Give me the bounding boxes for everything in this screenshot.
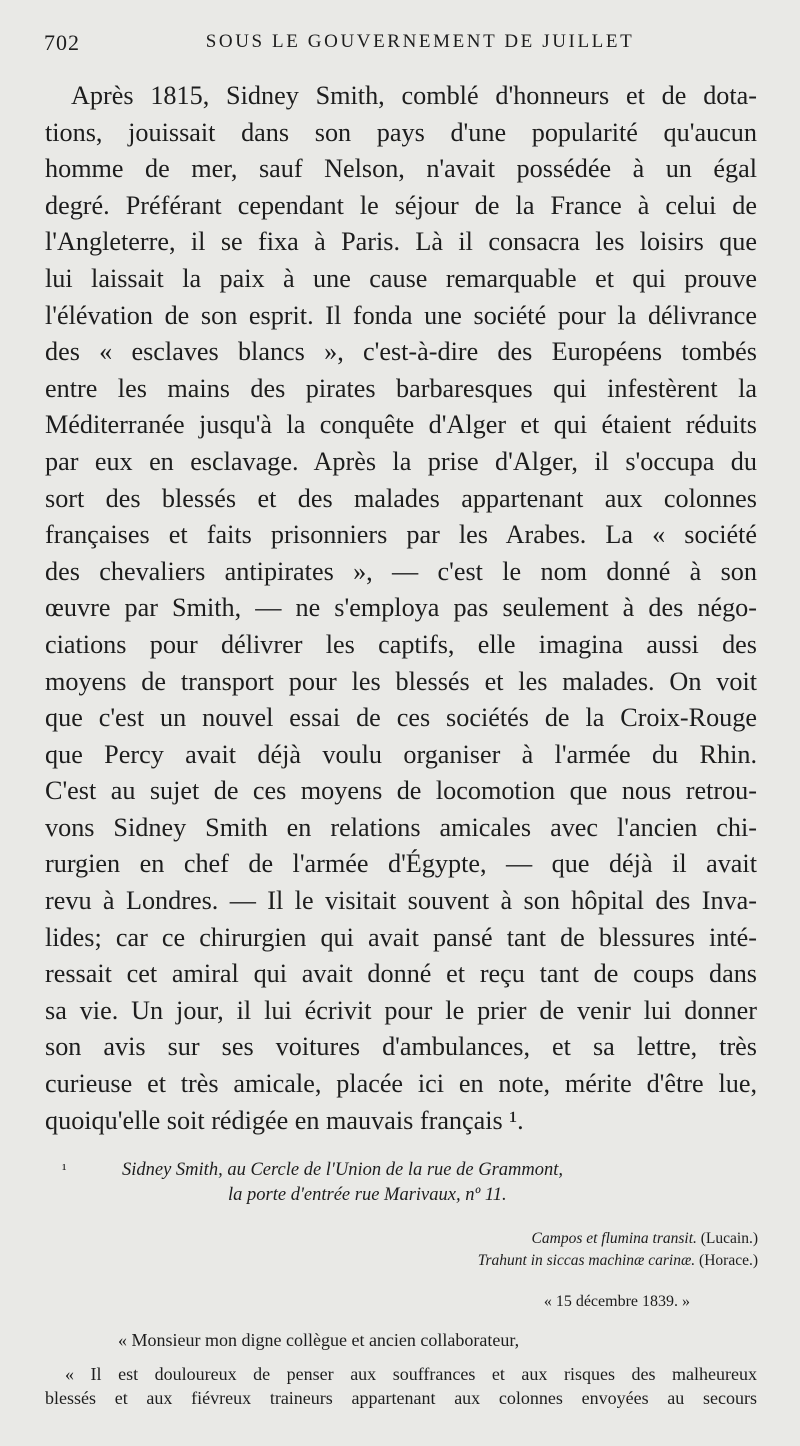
text-line: curieuse et très amicale, placée ici en note, mérite d'être lue,: [45, 1069, 757, 1099]
text-line: que c'est un nouvel essai de ces sociétés de la Croix-Rouge: [45, 703, 757, 733]
footnote-address-line: Sidney Smith, au Cercle de l'Union de la rue de Grammont,: [122, 1160, 564, 1180]
text-line: l'Angleterre, il se fixa à Paris. Là il consacra les loisirs que: [45, 227, 757, 257]
text-line: françaises et faits prisonniers par les Arabes. La « société: [45, 520, 757, 550]
text-line: Après 1815, Sidney Smith, comblé d'honneurs et de dota-: [71, 81, 757, 110]
text-line: entre les mains des pirates barbaresques qui infestèrent la: [45, 373, 757, 403]
epigraph-source: (Lucain.): [700, 1230, 758, 1247]
footnote-marker: ¹: [62, 1162, 67, 1178]
text-line: quoiqu'elle soit rédigée en mauvais français ¹.: [45, 1105, 524, 1135]
epigraph-line: [478, 1252, 758, 1270]
text-line: ciations pour délivrer les captifs, elle imagina aussi des: [45, 629, 757, 659]
text-line: tions, jouissait dans son pays d'une popularité qu'aucun: [45, 117, 757, 147]
text-line: sort des blessés et des malades appartenant aux colonnes: [45, 483, 757, 513]
footnote-address-line: la porte d'entrée rue Marivaux, nº 11.: [228, 1185, 507, 1205]
text-line: œuvre par Smith, — ne s'employa pas seulement à des négo-: [45, 593, 757, 623]
text-line: rurgien en chef de l'armée d'Égypte, — que déjà il avait: [45, 849, 757, 879]
text-line: des « esclaves blancs », c'est-à-dire des Européens tombés: [45, 337, 757, 367]
epigraph-text: Trahunt in siccas machinæ carinæ.: [477, 1252, 696, 1269]
text-line: l'élévation de son esprit. Il fonda une société pour la délivrance: [45, 300, 757, 330]
letter-line: « Il est douloureux de penser aux souffrances et aux risques des malheureux: [65, 1364, 757, 1384]
running-head: SOUS LE GOUVERNEMENT DE JUILLET: [205, 31, 635, 52]
text-line: vons Sidney Smith en relations amicales avec l'ancien chi-: [45, 812, 757, 842]
page-number: 702: [44, 30, 80, 55]
page-header: [44, 30, 756, 64]
text-line: lui laissait la paix à une cause remarquable et qui prouve: [45, 263, 757, 293]
text-line: degré. Préférant cependant le séjour de la France à celui de: [45, 190, 757, 220]
epigraph-text: Campos et flumina transit.: [531, 1230, 697, 1247]
text-line: par eux en esclavage. Après la prise d'Alger, il s'occupa du: [45, 446, 757, 476]
letter-salutation: « Monsieur mon digne collègue et ancien collaborateur,: [118, 1330, 520, 1350]
text-line: sa vie. Un jour, il lui écrivit pour le prier de venir lui donner: [45, 995, 757, 1025]
text-line: son avis sur ses voitures d'ambulances, et sa lettre, très: [45, 1032, 757, 1062]
text-line: lides; car ce chirurgien qui avait pansé tant de blessures inté-: [45, 922, 757, 952]
letter-date: « 15 décembre 1839. »: [543, 1293, 690, 1310]
text-line: revu à Londres. — Il le visitait souvent à son hôpital des Inva-: [45, 886, 757, 916]
text-line: homme de mer, sauf Nelson, n'avait possédée à un égal: [45, 154, 757, 184]
text-line: des chevaliers antipirates », — c'est le nom donné à son: [45, 556, 757, 586]
body-text: [45, 78, 757, 1139]
letter-line: blessés et aux fiévreux traineurs appartenant aux colonnes envoyées au secours: [45, 1388, 757, 1408]
epigraph-source: (Horace.): [699, 1252, 758, 1269]
epigraph-line: [532, 1230, 758, 1248]
text-line: ressait cet amiral qui avait donné et reçu tant de coups dans: [45, 959, 757, 989]
text-line: moyens de transport pour les blessés et les malades. On voit: [45, 666, 757, 696]
text-line: que Percy avait déjà voulu organiser à l'armée du Rhin.: [45, 739, 757, 769]
text-line: C'est au sujet de ces moyens de locomotion que nous retrou-: [45, 776, 757, 806]
text-line: Méditerranée jusqu'à la conquête d'Alger et qui étaient réduits: [45, 410, 757, 440]
